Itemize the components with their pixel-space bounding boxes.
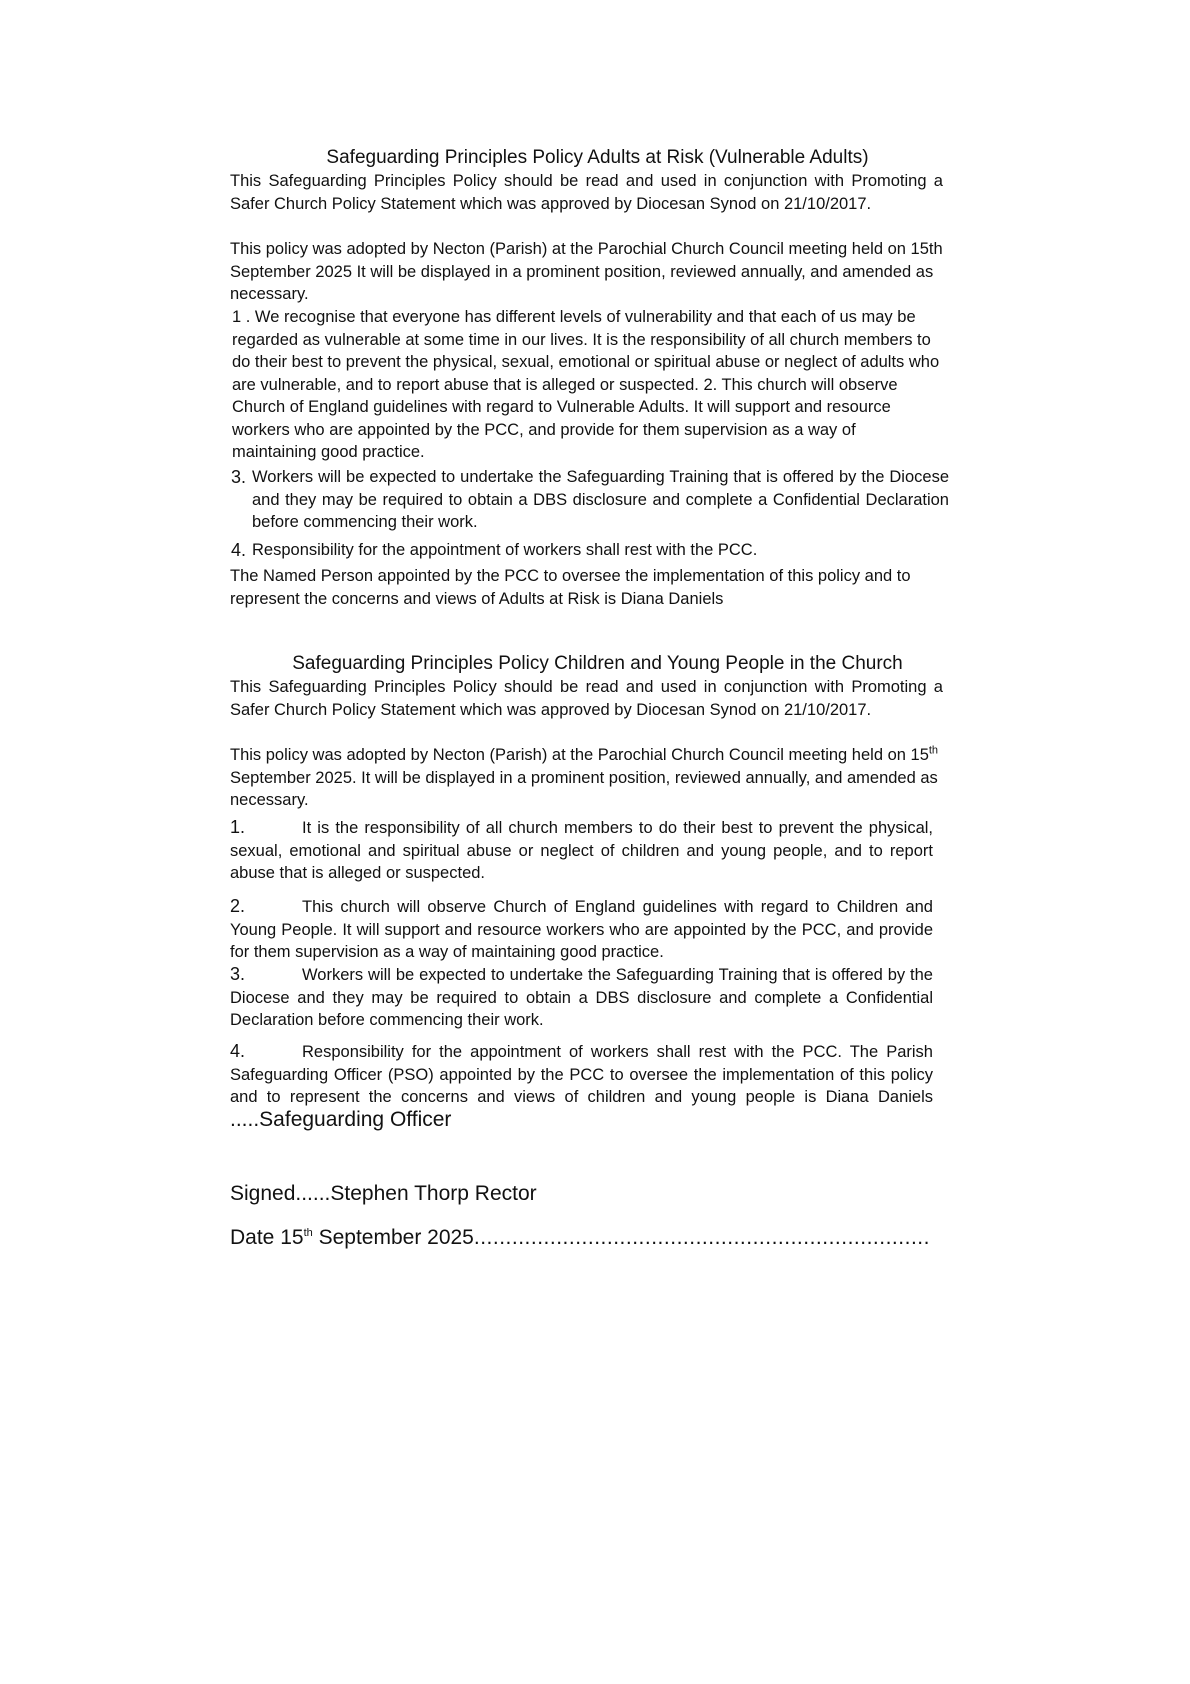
adults-item-3 bbox=[231, 466, 949, 534]
adults-adopted: This policy was adopted by Necton (Parish) at the Parochial Church Council meeting held on 15th September 2025 It will be displayed in a prominent position, reviewed annually, and amended as necessary. bbox=[230, 240, 943, 303]
adults-item-4-text: Responsibility for the appointment of workers shall rest with the PCC. bbox=[252, 541, 758, 559]
children-item-4-text: Responsibility for the appointment of workers shall rest with the PCC. The Parish Safeguarding Officer (PSO) appointed by the PCC to oversee the implementation of this policy and to represent the concerns and views of children and young people is Diana Daniels bbox=[230, 1043, 933, 1106]
children-policy-title: Safeguarding Principles Policy Children and Young People in the Church bbox=[292, 653, 903, 674]
children-item-1 bbox=[230, 816, 933, 885]
adults-item-4-number: 4. bbox=[231, 540, 247, 560]
children-adopted: This policy was adopted by Necton (Parish) at the Parochial Church Council meeting held on 15th September 2025. It will be displayed in a prominent position, reviewed annually, and amended as necessary. bbox=[230, 744, 939, 809]
date-label: Date 15 bbox=[230, 1226, 304, 1249]
children-item-3-text: Workers will be expected to undertake the Safeguarding Training that is offered by the Diocese and they may be required to obtain a DBS disclosure and complete a Confidential Declaration before commencing their work. bbox=[230, 966, 933, 1029]
date-suffix: th bbox=[303, 1227, 313, 1239]
children-intro: This Safeguarding Principles Policy should be read and used in conjunction with Promoting a Safer Church Policy Statement which was approved by Diocesan Synod on 21/10/2017. bbox=[230, 678, 943, 719]
signed-line: Signed......Stephen Thorp Rector bbox=[230, 1182, 537, 1205]
children-item-1-text: It is the responsibility of all church members to do their best to prevent the physical, sexual, emotional and spiritual abuse or neglect of children and young people, and to report abuse that is alleged or suspected. bbox=[230, 819, 933, 882]
children-item-4-number: 4. bbox=[230, 1041, 246, 1061]
children-item-2-text: This church will observe Church of England guidelines with regard to Children and Young People. It will support and resource workers who are appointed by the PCC, and provide for them supervision as a way of maintaining good practice. bbox=[230, 898, 933, 961]
children-item-4 bbox=[230, 1040, 933, 1132]
adults-item-3-number: 3. bbox=[231, 467, 247, 487]
date-value: September 2025 bbox=[312, 1226, 474, 1249]
adults-intro: This Safeguarding Principles Policy should be read and used in conjunction with Promoting a Safer Church Policy Statement which was approved by Diocesan Synod on 21/10/2017. bbox=[230, 172, 943, 213]
adults-item-1-2: 1 . We recognise that everyone has different levels of vulnerability and that each of us may be regarded as vulnerable at some time in our lives. It is the responsibility of all church members to do their best to prevent the physical, sexual, emotional or spiritual abuse or neglect of adults who are vulnerable, and to report abuse that is alleged or suspected. 2. This church will observe Church of England guidelines with regard to Vulnerable Adults. It will support and resource workers who are appointed by the PCC, and provide for them supervision as a way of maintaining good practice. bbox=[232, 308, 940, 461]
children-item-1-number: 1. bbox=[230, 817, 246, 837]
children-item-3 bbox=[230, 963, 933, 1032]
adults-policy-title: Safeguarding Principles Policy Adults at Risk (Vulnerable Adults) bbox=[326, 147, 869, 168]
adults-item-3-text: Workers will be expected to undertake the Safeguarding Training that is offered by the Diocese and they may be required to obtain a DBS disclosure and complete a Confidential Declaration before commencing their work. bbox=[252, 468, 949, 531]
children-item-2 bbox=[230, 895, 933, 964]
children-item-2-number: 2. bbox=[230, 896, 246, 916]
children-item-3-number: 3. bbox=[230, 964, 246, 984]
date-line bbox=[230, 1224, 930, 1252]
adults-named-person: The Named Person appointed by the PCC to oversee the implementation of this policy and to represent the concerns and views of Adults at Risk is Diana Daniels bbox=[230, 567, 911, 608]
date-dotted-line: ........................................................................ bbox=[473, 1226, 930, 1249]
children-item-4-role: .....Safeguarding Officer bbox=[230, 1107, 452, 1131]
adults-item-4 bbox=[231, 539, 949, 562]
